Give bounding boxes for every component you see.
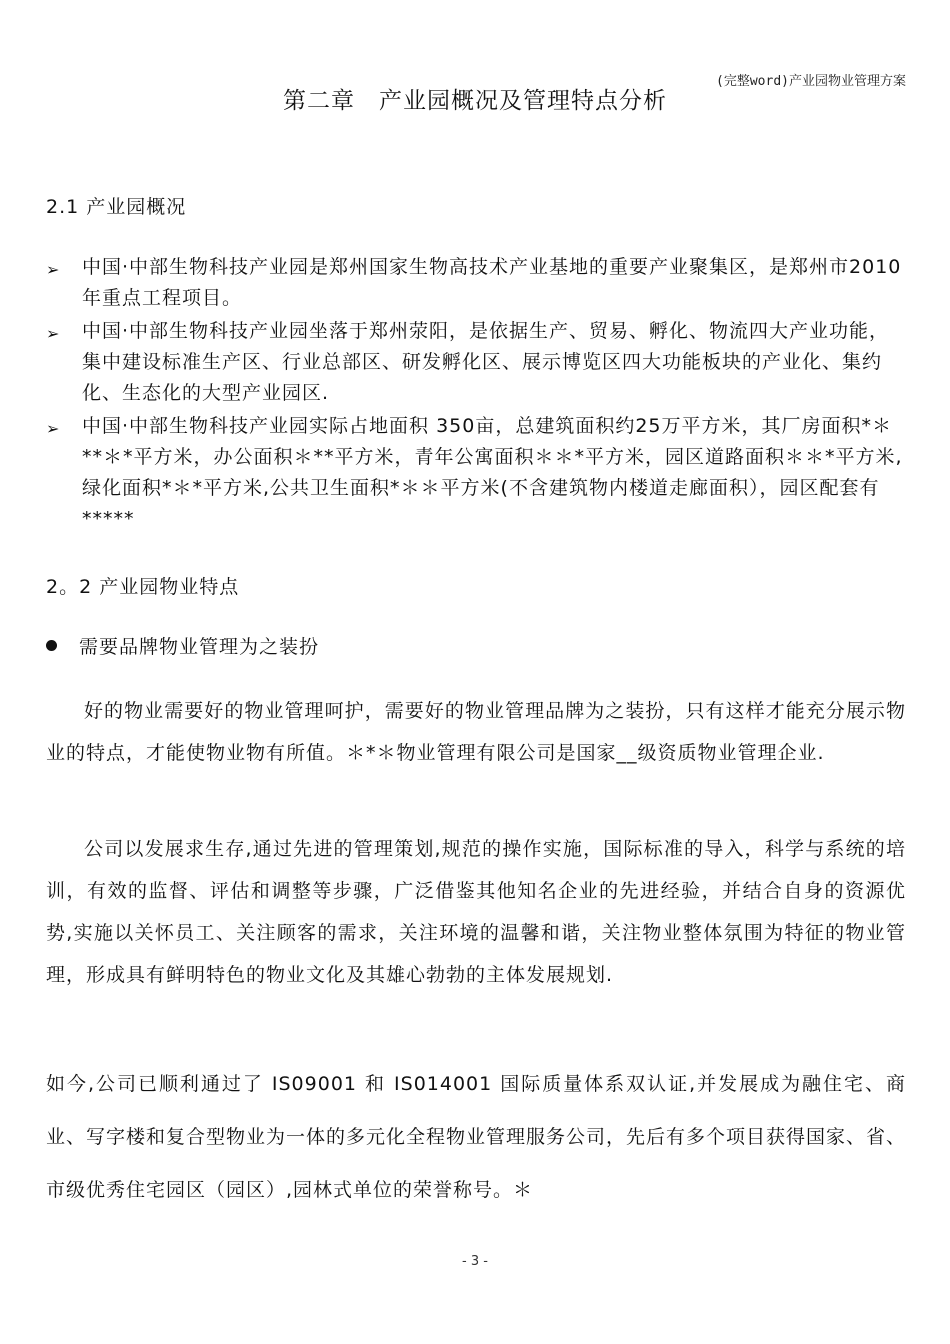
list-item xyxy=(46,252,906,314)
section-heading-overview: 2.1 产业园概况 xyxy=(46,196,187,218)
paragraph-brand: 好的物业需要好的物业管理呵护，需要好的物业管理品牌为之装扮，只有这样才能充分展示物业的特点，才能使物业物有所值。＊*＊物业管理有限公司是国家__级资质物业管理企业. xyxy=(46,700,906,764)
header-note: (完整word)产业园物业管理方案 xyxy=(716,74,906,89)
list-item-text: 中国·中部生物科技产业园坐落于郑州荥阳，是依据生产、贸易、孵化、物流四大产业功能，集中建设标准生产区、行业总部区、研发孵化区、展示博览区四大功能板块的产业化、集约化、生态化的大型产业园区. xyxy=(82,320,890,404)
arrow-bullet-icon: ➢ xyxy=(46,324,61,343)
paragraph-company: 公司以发展求生存,通过先进的管理策划,规范的操作实施，国际标准的导入，科学与系统的培训，有效的监督、评估和调整等步骤，广泛借鉴其他知名企业的先进经验，并结合自身的资源优势,实施以关怀员工、关注顾客的需求，关注环境的温馨和谐，关注物业整体氛围为特征的物业管理，形成具有鲜明特色的物业文化及其雄心勃勃的主体发展规划. xyxy=(46,838,906,986)
bullet-dot-icon xyxy=(46,640,57,651)
overview-bullet-list xyxy=(46,252,906,535)
arrow-bullet-icon: ➢ xyxy=(46,260,61,279)
feature-subheading-text: 需要品牌物业管理为之装扮 xyxy=(79,636,320,658)
page-number: - 3 - xyxy=(462,1254,488,1269)
list-item-text: 中国·中部生物科技产业园是郑州国家生物高技术产业基地的重要产业聚集区，是郑州市2010年重点工程项目。 xyxy=(82,256,902,309)
list-item xyxy=(46,411,906,535)
list-item xyxy=(46,316,906,409)
arrow-bullet-icon: ➢ xyxy=(46,419,61,438)
paragraph-certification: 如今,公司已顺利通过了 IS09001 和 IS014001 国际质量体系双认证,并发展成为融住宅、商业、写字楼和复合型物业为一体的多元化全程物业管理服务公司，先后有多个项目获得国家、省、市级优秀住宅园区（园区）,园林式单位的荣誉称号。＊ xyxy=(46,1073,907,1201)
feature-subheading xyxy=(46,632,319,659)
chapter-title: 第二章 产业园概况及管理特点分析 xyxy=(283,88,667,114)
list-item-text: 中国·中部生物科技产业园实际占地面积 350亩，总建筑面积约25万平方米，其厂房面积*＊**＊*平方米，办公面积＊**平方米，青年公寓面积＊＊*平方米，园区道路面积＊＊*平方米,绿化面积*＊*平方米,公共卫生面积*＊＊平方米(不含建筑物内楼道走廊面积），园区配套有***** xyxy=(82,415,903,530)
section-heading-features: 2。2 产业园物业特点 xyxy=(46,576,240,598)
